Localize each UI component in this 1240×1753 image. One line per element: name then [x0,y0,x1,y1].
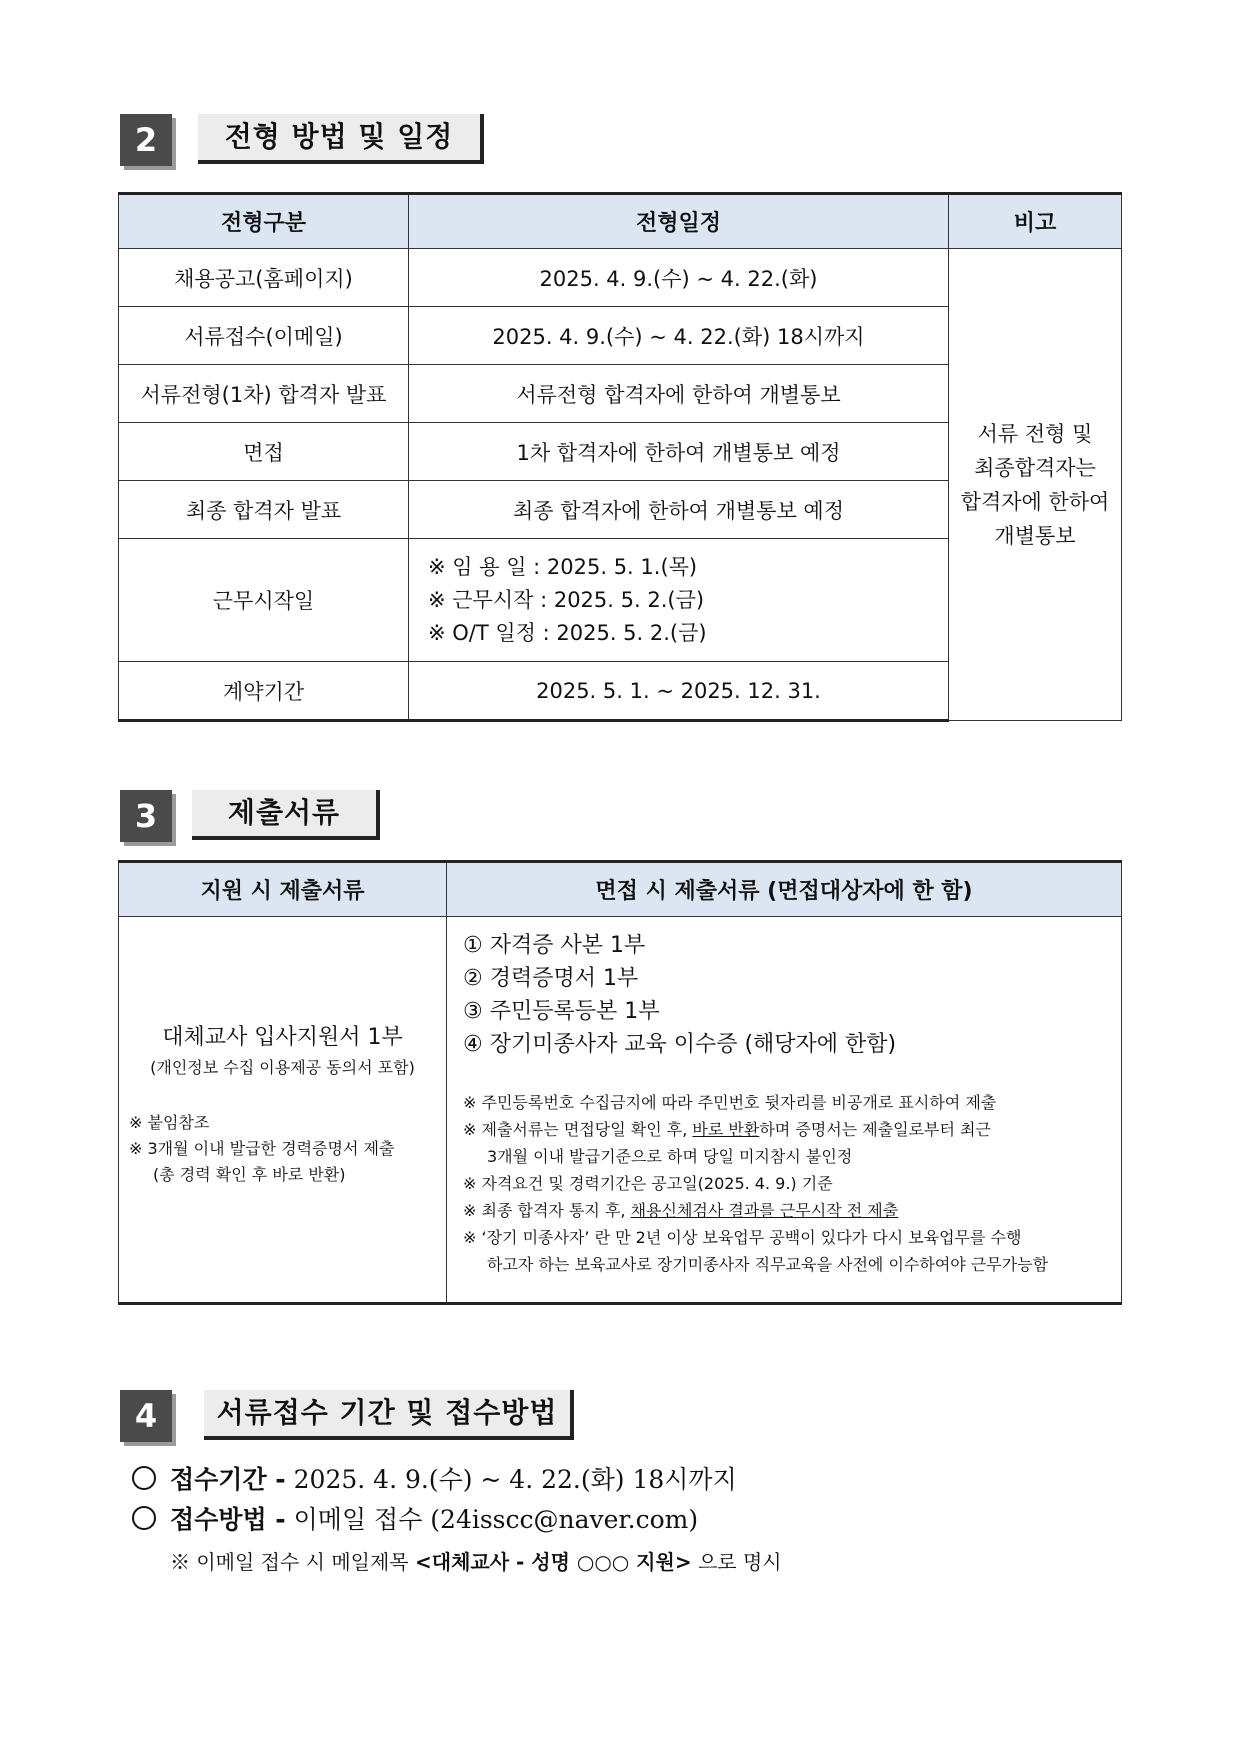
email-subject-format: <대체교사 - 성명 ○○○ 지원> [415,1550,692,1574]
receipt-method-label: 접수방법 - [170,1505,286,1534]
apply-note: ※ 3개월 이내 발급한 경력증명서 제출 [129,1139,395,1158]
apply-main-doc: 대체교사 입사지원서 1부 [162,1025,403,1050]
interview-note: ※ 주민등록번호 수집금지에 따라 주민번호 뒷자리를 비공개로 표시하여 제출 [463,1093,997,1112]
table-header-row [119,862,1122,917]
remark-line: 합격자에 한하여 [960,489,1110,514]
work-start-line: ※ 근무시작 : 2025. 5. 2.(금) [428,587,705,612]
schedule-table [118,192,1122,722]
receipt-period-label: 접수기간 - [170,1465,286,1494]
row-label: 계약기간 [119,662,409,721]
section-number-badge: 4 [120,1390,172,1442]
apply-docs-cell [119,917,447,1304]
row-value: 서류전형 합격자에 한하여 개별통보 [409,365,949,423]
row-label: 근무시작일 [119,539,409,662]
col-header-interview: 면접 시 제출서류 (면접대상자에 한 함) [447,862,1122,917]
email-subject-note: ※ 이메일 접수 시 메일제목 <대체교사 - 성명 ○○○ 지원> 으로 명시 [170,1550,782,1574]
interview-doc-item: ② 경력증명서 1부 [463,966,639,991]
row-label: 최종 합격자 발표 [119,481,409,539]
documents-row [119,917,1122,1304]
row-value: 2025. 4. 9.(수) ~ 4. 22.(화) 18시까지 [409,307,949,365]
interview-note: 하고자 하는 보육교사로 장기미종사자 직무교육을 사전에 이수하여야 근무가능함 [487,1255,1049,1274]
col-header-remark: 비고 [949,194,1122,249]
receipt-method-line [132,1500,698,1536]
row-label: 서류접수(이메일) [119,307,409,365]
interview-note: ※ 자격요건 및 경력기간은 공고일(2025. 4. 9.) 기준 [463,1174,833,1193]
row-value: 2025. 5. 1. ~ 2025. 12. 31. [409,662,949,721]
interview-doc-item: ③ 주민등록등본 1부 [463,999,660,1024]
interview-note: ※ 최종 합격자 통지 후, 채용신체검사 결과를 근무시작 전 제출 [463,1201,899,1220]
col-header-apply: 지원 시 제출서류 [119,862,447,917]
remark-line: 서류 전형 및 [977,421,1093,446]
interview-note: ※ 제출서류는 면접당일 확인 후, 바로 반환하며 증명서는 제출일로부터 최근 [463,1120,991,1139]
circle-bullet-icon [132,1466,156,1490]
row-value [409,539,949,662]
work-start-line: ※ 임 용 일 : 2025. 5. 1.(목) [428,554,698,579]
work-start-line: ※ O/T 일정 : 2025. 5. 2.(금) [428,620,707,645]
interview-note: 3개월 이내 발급기준으로 하며 당일 미지참시 불인정 [487,1147,853,1166]
section-title: 제출서류 [192,790,380,840]
col-header-category: 전형구분 [119,194,409,249]
apply-note: ※ 붙임참조 [129,1113,210,1132]
circle-bullet-icon [132,1506,156,1530]
col-header-schedule: 전형일정 [409,194,949,249]
interview-doc-item: ① 자격증 사본 1부 [463,933,646,958]
interview-docs-cell [447,917,1122,1304]
table-header-row [119,194,1122,249]
section-title: 전형 방법 및 일정 [198,114,484,164]
apply-sub-doc: (개인정보 수집 이용제공 동의서 포함) [150,1058,415,1077]
row-label: 채용공고(홈페이지) [119,249,409,307]
receipt-method-value: 이메일 접수 (24isscc@naver.com) [293,1505,699,1534]
interview-doc-item: ④ 장기미종사자 교육 이수증 (해당자에 한함) [463,1032,897,1057]
apply-note: (총 경력 확인 후 바로 반환) [153,1165,346,1184]
receipt-period-value: 2025. 4. 9.(수) ~ 4. 22.(화) 18시까지 [293,1465,737,1494]
receipt-period-line [132,1460,737,1496]
interview-note: ※ ‘장기 미종사자’ 란 만 2년 이상 보육업무 공백이 있다가 다시 보육업무를 수행 [463,1228,1022,1247]
row-value: 최종 합격자에 한하여 개별통보 예정 [409,481,949,539]
row-value: 1차 합격자에 한하여 개별통보 예정 [409,423,949,481]
section-number-badge: 2 [120,114,172,166]
remark-cell [949,249,1122,721]
remark-line: 최종합격자는 [974,455,1096,480]
row-label: 면접 [119,423,409,481]
table-row [119,249,1122,307]
remark-line: 개별통보 [994,523,1076,548]
section-title: 서류접수 기간 및 접수방법 [204,1390,574,1440]
section-number-badge: 3 [120,790,172,842]
row-label: 서류전형(1차) 합격자 발표 [119,365,409,423]
documents-table [118,860,1122,1305]
row-value: 2025. 4. 9.(수) ~ 4. 22.(화) [409,249,949,307]
